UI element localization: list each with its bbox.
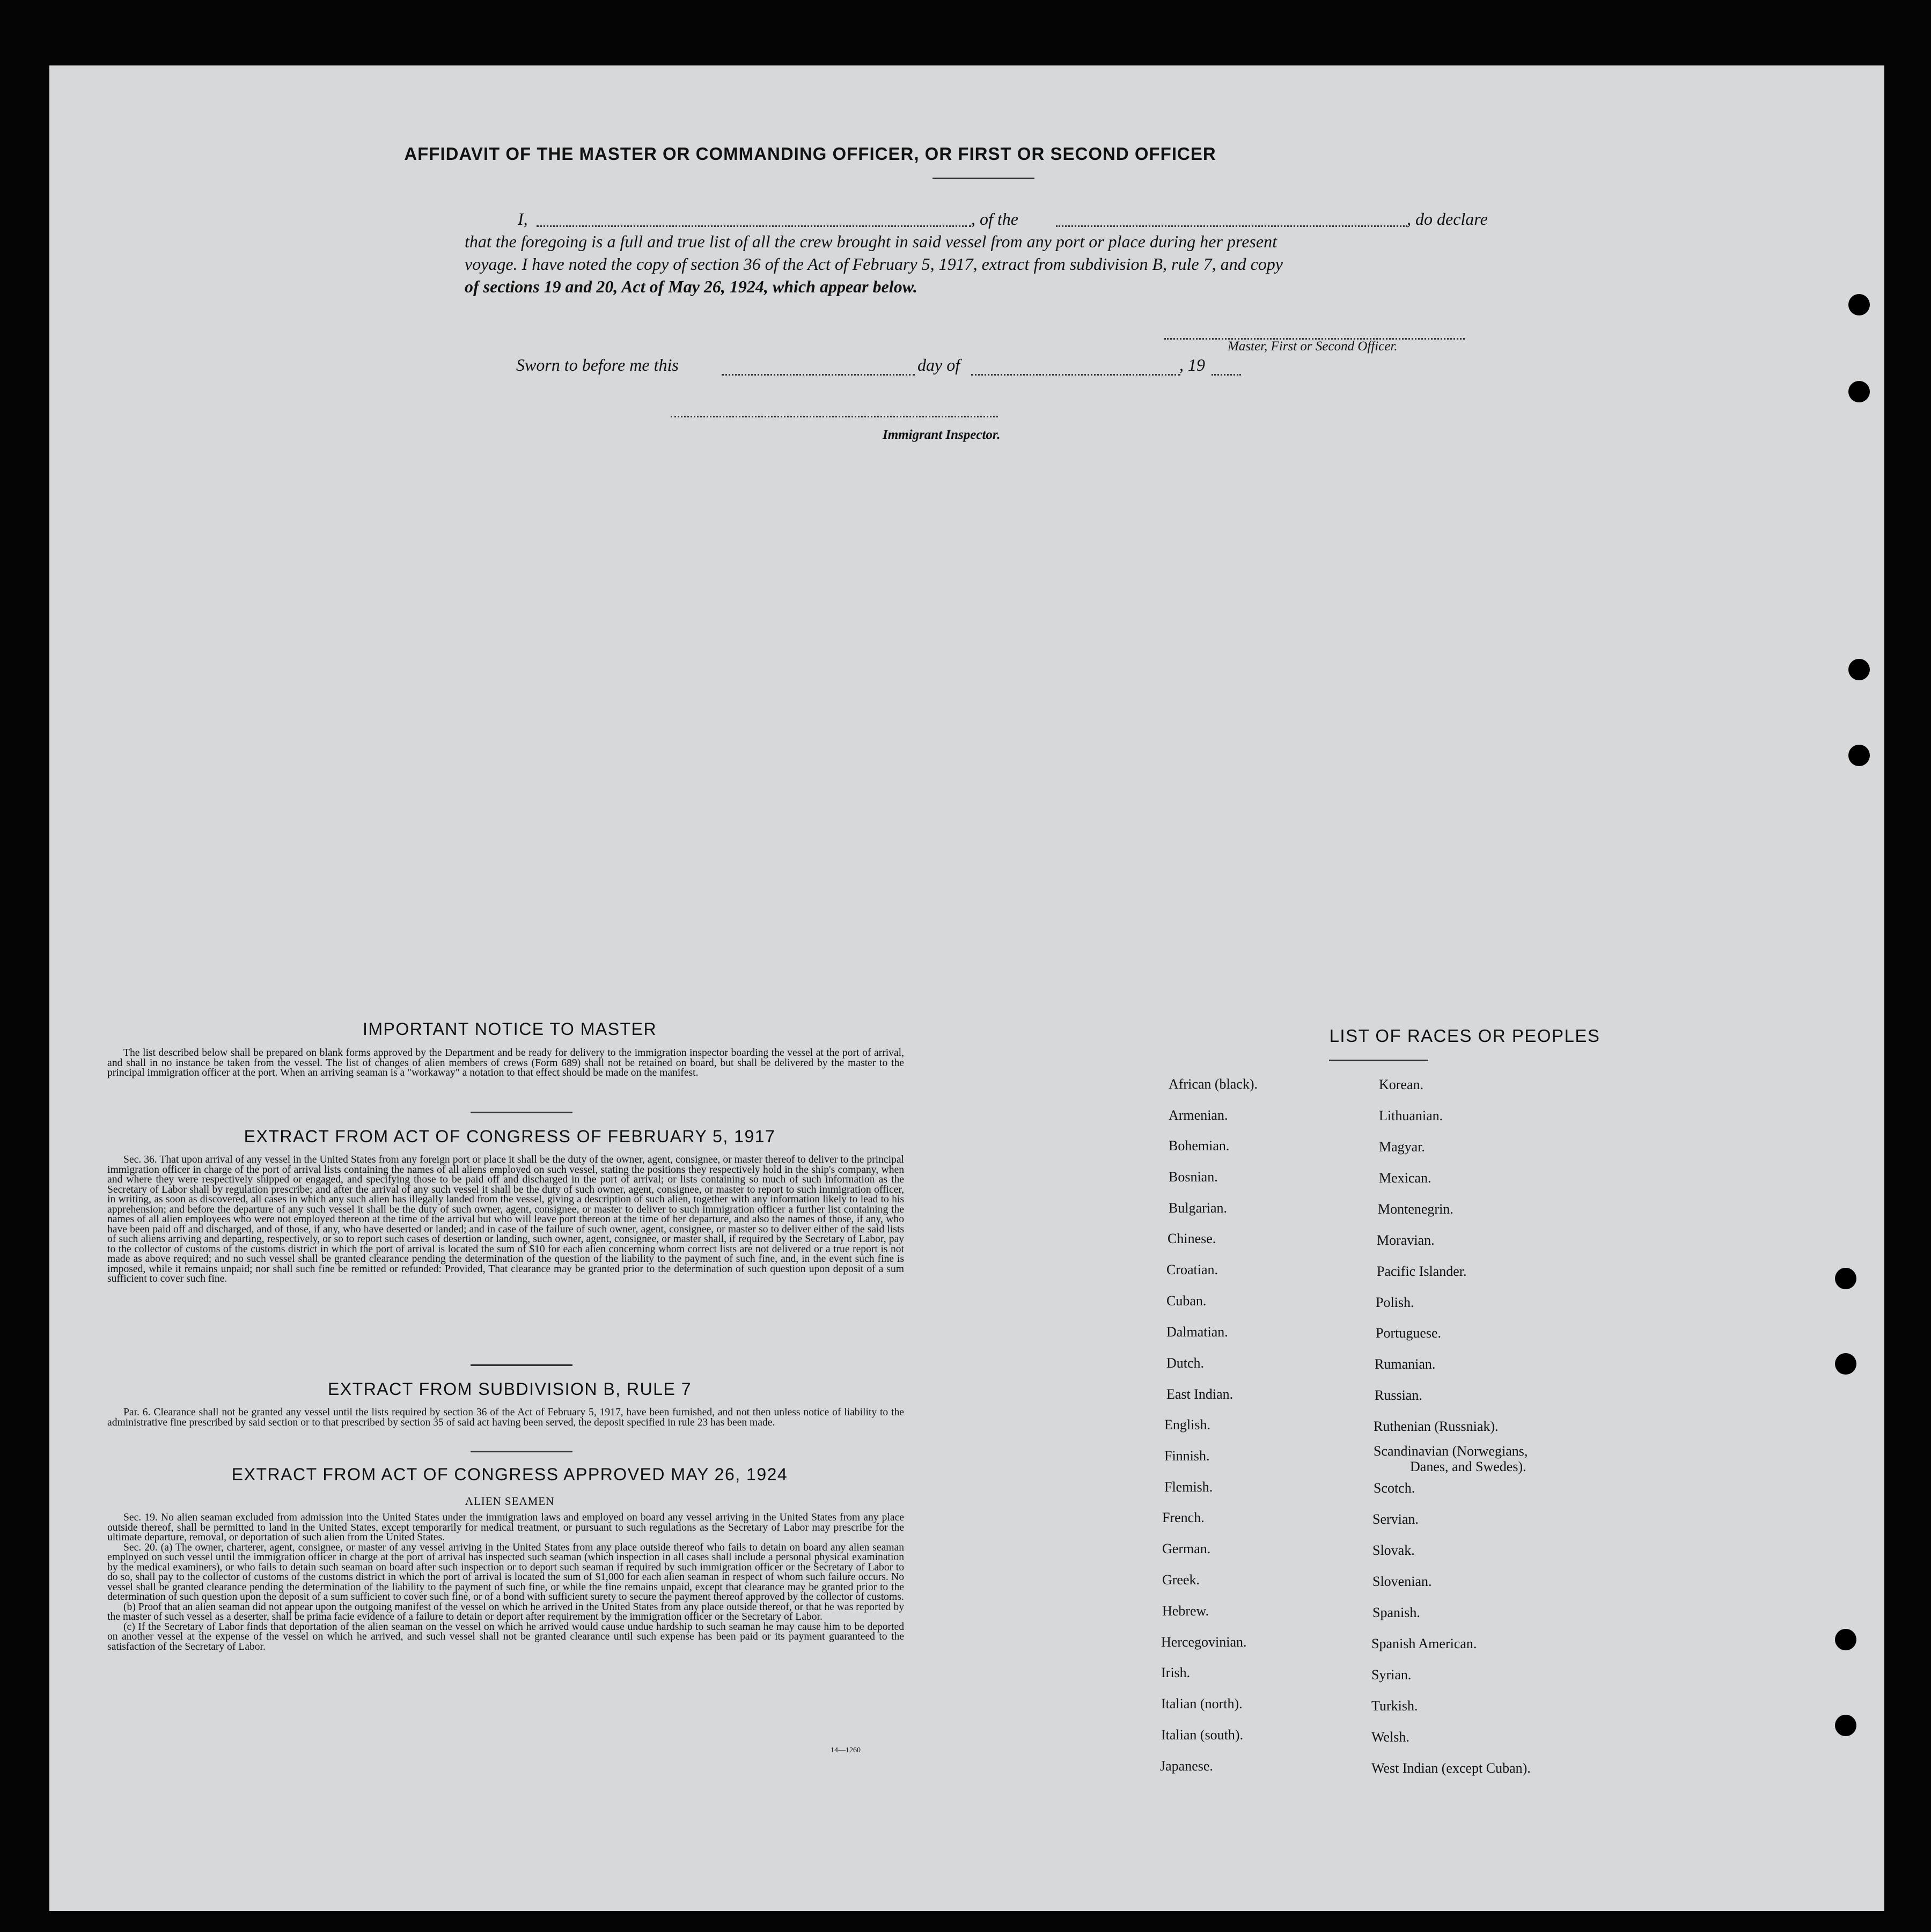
race-item: Moravian. [1377,1232,1435,1248]
race-item: Bulgarian. [1169,1200,1228,1216]
race-item: Pacific Islander. [1377,1263,1467,1279]
race-item: Korean. [1379,1077,1424,1092]
sec-20c-paragraph: (c) If the Secretary of Labor finds that deportation of the alien seaman on the vessel on which he arrived would cause undue hardship to such seaman he may cause him to be deported on another vessel at the expense of the vessel on which he arrived, and such vessel shall not be granted clearance until such expense has been paid or its payment guaranteed to the satisfaction of the Secretary of Labor. [107,1621,904,1652]
year-line [1212,374,1241,376]
sec-20a-paragraph: Sec. 20. (a) The owner, charterer, agent, consignee, or master of any vessel arriving in the United States from any place outside thereof who fails to detain on board any alien seaman employed on such vessel until the immigration officer in charge at the port of arrival has inspected such seaman (which inspection in all cases shall include a personal physical examination by the medical examiners), or who fails to detain such seaman on board after such inspection or to deport such seaman if required by such immigration officer or the Secretary of Labor to do so, shall pay to the collector of customs of the customs district in which the port of arrival is located the sum of $1,000 for each alien seaman in respect of whom such failure occurs. No vessel shall be granted clearance pending the determination of the liability to the payment of such fine, or while the fine remains unpaid, except that clearance may be granted prior to the determination of such question upon the deposit of a sum sufficient to cover such fine, or of a bond with sufficient surety to secure the payment thereof approved by the collector of customs. [107,1541,904,1603]
punch-hole [1848,294,1870,315]
race-item: Portuguese. [1376,1325,1442,1341]
race-item: Croatian. [1166,1262,1218,1277]
extract-rule-7-title: EXTRACT FROM SUBDIVISION B, RULE 7 [327,1379,692,1399]
race-item: Scotch. [1374,1480,1415,1496]
race-item: Russian. [1375,1387,1422,1403]
race-item: German. [1162,1541,1211,1556]
race-item: Irish. [1161,1665,1191,1680]
affidavit-title: AFFIDAVIT OF THE MASTER OR COMMANDING OFFICER, OR FIRST OR SECOND OFFICER [404,144,1216,164]
races-title: LIST OF RACES OR PEOPLES [1329,1026,1600,1046]
divider [933,178,1034,179]
race-item: African (black). [1169,1076,1258,1092]
notice-text [107,1048,904,1078]
punch-hole [1835,1353,1856,1375]
race-item: Dutch. [1166,1355,1205,1371]
race-item: Flemish. [1164,1479,1213,1495]
punch-hole [1835,1715,1856,1736]
punch-hole [1835,1629,1856,1650]
punch-hole [1835,1268,1856,1289]
race-item: Hercegovinian. [1161,1634,1247,1650]
race-item: Italian (north). [1161,1696,1243,1711]
affidavit-i-label: I, [518,209,528,229]
race-item: Armenian. [1169,1107,1228,1123]
sec-36-paragraph: Sec. 36. That upon arrival of any vessel in the United States from any foreign port or place it shall be the duty of the owner, agent, consignee, or master thereof to deliver to the principal immigration officer in charge of the port of arrival lists containing the names of all aliens employed on such vessel, stating the positions they respectively hold in the ship's company, when and where they were respectively shipped or engaged, and specifying those to be paid off and discharged in the port of arrival; or lists containing so much of such information as the Secretary of Labor shall by regulation prescribe; and after the arrival of any such vessel it shall be the duty of such owner, agent, consignee, or master to report to such immigration officer, in writing, as soon as discovered, all cases in which any such alien has illegally landed from the vessel, giving a description of such alien, together with any information likely to lead to his apprehension; and before the departure of any such vessel it shall be the duty of such owner, agent, consignee, or master to deliver to such immigration officer a further list containing the names of all alien employees who were not employed thereon at the time of the arrival but who will leave port thereon at the time of her departure, and also the names of those, if any, who have been paid off and discharged, and of those, if any, who have deserted or landed; and in case of the failure of such owner, agent, consignee, or master so to deliver either of the said lists of such aliens arriving and departing, respectively, or so to report such cases of desertion or landing, such owner, agent, consignee, or master shall, if required by the Secretary of Labor, pay to the collector of customs of the customs district in which the port of arrival is located the sum of $10 for each alien concerning whom correct lists are not delivered or a true report is not made as above required; and no such vessel shall be granted clearance pending the determination of the question of the liability to the payment of such fine, and, in the event such fine is imposed, while it remains unpaid; nor shall such fine be remitted or refunded: Provided, That clearance may be granted prior to the determination of such question upon deposit of a sum sufficient to cover such fine. [107,1154,904,1284]
race-item: Mexican. [1379,1170,1431,1186]
race-item: Greek. [1162,1572,1200,1588]
race-item: Chinese. [1168,1231,1216,1246]
race-item: Turkish. [1371,1698,1418,1714]
race-item: Scandinavian (Norwegians, [1374,1443,1528,1459]
sworn-month-line [971,374,1180,376]
race-item: Lithuanian. [1379,1108,1443,1123]
race-item: Rumanian. [1375,1356,1436,1372]
race-item: Spanish American. [1371,1636,1477,1651]
inspector-signature-line [671,416,998,417]
sec-19-paragraph: Sec. 19. No alien seaman excluded from admission into the United States under the immigration laws and employed on board any vessel arriving in the United States from any place outside thereof, shall be permitted to land in the United States, except temporarily for medical treatment, or pursuant to such regulations as the Secretary of Labor may prescribe for the ultimate departure, removal, or deportation of such alien from the United States. [107,1512,904,1543]
extract-1924-title: EXTRACT FROM ACT OF CONGRESS APPROVED MAY 26, 1924 [231,1465,788,1484]
divider [471,1364,572,1366]
race-item: Hebrew. [1162,1603,1209,1619]
alien-seamen-subtitle: ALIEN SEAMEN [465,1495,555,1508]
vessel-field-line [1056,225,1407,227]
sworn-label: Sworn to before me this [516,355,679,374]
divider [471,1451,572,1452]
race-item: Magyar. [1379,1139,1425,1155]
extract-1924-text [107,1513,904,1652]
race-item: Cuban. [1166,1293,1207,1309]
extract-1917-title: EXTRACT FROM ACT OF CONGRESS OF FEBRUARY 5, 1917 [244,1127,776,1146]
punch-hole [1848,381,1870,402]
race-item: Polish. [1376,1295,1414,1310]
race-item: Bosnian. [1169,1169,1218,1185]
affidavit-line-4: of sections 19 and 20, Act of May 26, 1924, which appear below. [465,277,917,296]
race-item: Italian (south). [1161,1727,1244,1743]
affidavit-line-2: that the foregoing is a full and true list of all the crew brought in said vessel from any port or place during her present [465,232,1277,251]
race-item: Finnish. [1164,1448,1210,1464]
race-item: Dalmatian. [1166,1324,1228,1340]
extract-rule-7-text [107,1408,904,1428]
master-signature-label: Master, First or Second Officer. [1228,339,1398,354]
race-item: Servian. [1372,1511,1419,1527]
inspector-label: Immigrant Inspector. [883,428,1001,442]
sec-20b-paragraph: (b) Proof that an alien seaman did not appear upon the outgoing manifest of the vessel on which he arrived in the United States from any place outside thereof, or that he was reported by the master of such vessel as a deserter, shall be prima facie evidence of a failure to detain or deport after requirement by the immigration officer or the Secretary of Labor. [107,1601,904,1622]
affidavit-line-3: voyage. I have noted the copy of section 36 of the Act of February 5, 1917, extract from subdivision B, rule 7, and copy [465,254,1283,274]
race-item: Welsh. [1371,1729,1409,1745]
race-item: French. [1162,1510,1205,1525]
divider [1329,1060,1428,1061]
name-field-line [537,225,971,227]
divider [471,1112,572,1113]
race-item: Spanish. [1372,1605,1420,1620]
race-item: Japanese. [1160,1758,1213,1774]
form-number: 14—1260 [831,1746,861,1754]
notice-title: IMPORTANT NOTICE TO MASTER [362,1019,657,1039]
punch-hole [1848,745,1870,766]
race-item: Slovak. [1372,1542,1415,1558]
punch-hole [1848,659,1870,680]
race-item: West Indian (except Cuban). [1371,1760,1531,1776]
race-item: English. [1164,1417,1210,1433]
affidavit-do-declare: , do declare [1407,209,1488,229]
race-item: Syrian. [1371,1667,1412,1683]
sworn-day-line [722,374,915,376]
extract-1917-text [107,1155,904,1284]
notice-paragraph: The list described below shall be prepared on blank forms approved by the Department and be ready for delivery to the immigration inspector boarding the vessel at the port of arrival, and shall in no instance be taken from the vessel. The list of changes of alien members of crews (Form 689) shall not be retained on board, but shall be delivered by the master to the principal immigration officer at the port. When an arriving seaman is a "workaway" a notation to that effect should be made on the manifest. [107,1047,904,1078]
day-of-label: day of [917,355,960,374]
race-item: Ruthenian (Russniak). [1374,1419,1499,1434]
affidavit-of-the: , of the [971,209,1018,229]
race-item-continuation: Danes, and Swedes). [1410,1459,1526,1474]
par-6-paragraph: Par. 6. Clearance shall not be granted any vessel until the lists required by section 36 of the Act of February 5, 1917, have been furnished, and not then unless notice of liability to the administrative fine prescribed by said section or to that prescribed by section 35 of said act having been served, the deposit specified in rule 23 has been made. [107,1407,904,1428]
year-label: , 19 [1179,355,1205,374]
race-item: East Indian. [1166,1386,1234,1402]
race-item: Bohemian. [1169,1138,1230,1154]
race-item: Slovenian. [1372,1574,1432,1589]
race-item: Montenegrin. [1378,1201,1453,1217]
